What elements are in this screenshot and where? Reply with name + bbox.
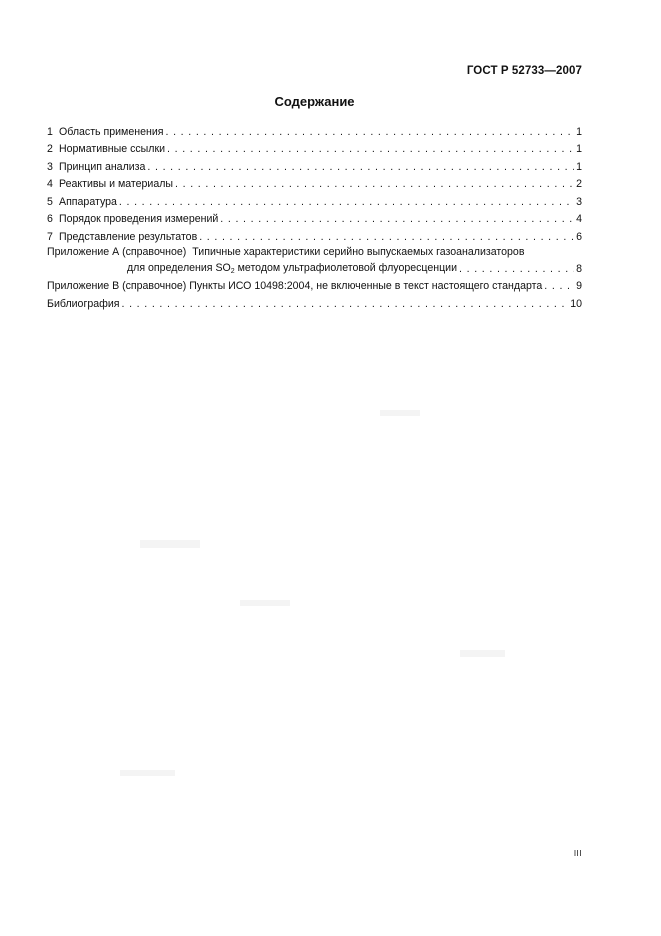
toc-entry-label: Принцип анализа <box>59 160 146 173</box>
toc-entry-label: Область применения <box>59 125 164 138</box>
appendix-a-title-line1: Типичные характеристики серийно выпускаемых газоанализаторов <box>192 245 525 258</box>
toc-entry-page: 6 <box>576 230 582 243</box>
toc-entry-number: 3 <box>47 160 53 173</box>
document-code: ГОСТ Р 52733—2007 <box>466 65 582 77</box>
leader-dots <box>167 143 574 155</box>
leader-dots <box>220 213 574 225</box>
toc-entry[interactable] <box>47 138 582 156</box>
toc-entry[interactable] <box>47 208 582 226</box>
toc-entry-number: 7 <box>47 230 53 243</box>
leader-dots <box>544 280 574 292</box>
toc-entry-number: 1 <box>47 125 53 138</box>
toc-entry-page: 4 <box>576 213 582 225</box>
toc-entry-label: Порядок проведения измерений <box>59 213 219 225</box>
toc-entry-page: 1 <box>576 143 582 155</box>
appendix-b-label: Приложение В (справочное) Пункты ИСО 10498:2004, не включенные в текст настоящего стандарта <box>47 280 543 292</box>
leader-dots <box>121 298 568 310</box>
leader-dots <box>175 178 574 190</box>
toc-entry-number: 6 <box>47 213 53 225</box>
toc-entry-page: 10 <box>570 297 582 310</box>
toc-entry-label: Представление результатов <box>59 230 198 243</box>
toc-entry-label: Реактивы и материалы <box>59 178 174 190</box>
leader-dots <box>199 231 574 243</box>
toc-entry-number: 2 <box>47 143 53 155</box>
toc-entry[interactable] <box>47 173 582 191</box>
toc-entry-page: 1 <box>576 125 582 138</box>
toc-title: Содержание <box>274 94 355 109</box>
toc-entry-page: 1 <box>576 160 582 173</box>
appendix-a-title-line2: для определения $SO_2$ методом ультрафиолетовой флуоресценции <box>127 261 458 275</box>
table-of-contents <box>47 120 582 310</box>
toc-entry-number: 4 <box>47 178 53 190</box>
toc-entry[interactable] <box>47 225 582 243</box>
scan-artifact <box>380 410 420 416</box>
leader-dots <box>147 161 574 173</box>
toc-entry-page: 2 <box>576 178 582 190</box>
toc-appendix-b[interactable] <box>47 275 582 293</box>
toc-entry-number: 5 <box>47 195 53 208</box>
scan-artifact <box>240 600 290 606</box>
toc-entry[interactable] <box>47 155 582 173</box>
toc-entry-page: 9 <box>576 280 582 292</box>
toc-entry-page: 8 <box>576 262 582 275</box>
toc-entry-page: 3 <box>576 195 582 208</box>
scan-artifact <box>120 770 175 776</box>
toc-entry-label: Нормативные ссылки <box>59 143 166 155</box>
bibliography-label: Библиография <box>47 297 120 310</box>
toc-appendix-a-continuation[interactable] <box>47 258 582 275</box>
leader-dots <box>119 196 574 208</box>
leader-dots <box>459 263 574 275</box>
toc-bibliography[interactable] <box>47 292 582 310</box>
page-number: III <box>573 849 582 858</box>
scan-artifact <box>140 540 200 548</box>
scan-artifact <box>460 650 505 657</box>
leader-dots <box>165 126 574 138</box>
toc-entry[interactable] <box>47 190 582 208</box>
toc-appendix-a[interactable] <box>47 243 582 258</box>
toc-entry-label: Аппаратура <box>59 195 117 208</box>
toc-entry[interactable] <box>47 120 582 138</box>
appendix-a-prefix: Приложение А (справочное) <box>47 245 187 258</box>
